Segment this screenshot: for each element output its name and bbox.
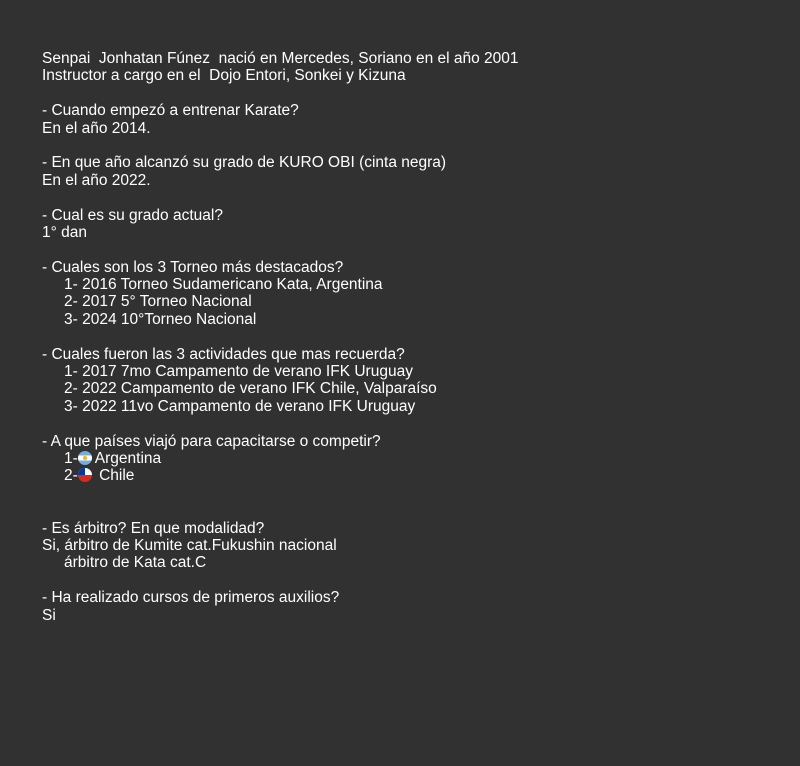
- country-item-1: [42, 450, 782, 467]
- answer-2: En el año 2022.: [42, 171, 151, 189]
- tournament-item-3: 3- 2024 10°Torneo Nacional: [64, 310, 257, 328]
- activity-item-2: 2- 2022 Campamento de verano IFK Chile, Valparaíso: [64, 380, 437, 398]
- answer-7-line-1: Si, árbitro de Kumite cat.Fukushin nacional: [42, 536, 337, 554]
- question-4: - Cuales son los 3 Torneo más destacados?: [42, 258, 344, 276]
- country-prefix: 2-: [64, 467, 78, 485]
- answer-8: Si: [42, 606, 56, 624]
- country-name: Chile: [94, 467, 135, 485]
- question-3: - Cual es su grado actual?: [42, 206, 223, 224]
- answer-3: 1° dan: [42, 223, 87, 241]
- question-2: - En que año alcanzó su grado de KURO OBI (cinta negra): [42, 154, 447, 172]
- activity-item-1: 1- 2017 7mo Campamento de verano IFK Uruguay: [64, 363, 413, 381]
- document-body: [42, 50, 782, 624]
- tournament-item-1: 1- 2016 Torneo Sudamericano Kata, Argentina: [64, 276, 383, 294]
- question-1: - Cuando empezó a entrenar Karate?: [42, 102, 299, 120]
- activity-item-3: 3- 2022 11vo Campamento de verano IFK Uruguay: [64, 397, 416, 415]
- argentina-flag-icon: [78, 451, 92, 465]
- question-5: - Cuales fueron las 3 actividades que mas recuerda?: [42, 345, 405, 363]
- intro-line-2: Instructor a cargo en el Dojo Entori, Sonkei y Kizuna: [42, 67, 406, 85]
- country-item-2: [42, 467, 782, 484]
- intro-line-1: Senpai Jonhatan Fúnez nació en Mercedes, Soriano en el año 2001: [42, 50, 519, 67]
- tournament-item-2: 2- 2017 5° Torneo Nacional: [64, 293, 252, 311]
- question-8: - Ha realizado cursos de primeros auxilios?: [42, 589, 340, 607]
- chile-flag-icon: [78, 468, 92, 482]
- country-prefix: 1-: [64, 449, 78, 467]
- country-name: Argentina: [94, 449, 162, 467]
- question-7: - Es árbitro? En que modalidad?: [42, 519, 265, 537]
- question-6: - A que países viajó para capacitarse o competir?: [42, 432, 381, 450]
- answer-1: En el año 2014.: [42, 119, 151, 137]
- answer-7-line-2: árbitro de Kata cat.C: [64, 554, 207, 572]
